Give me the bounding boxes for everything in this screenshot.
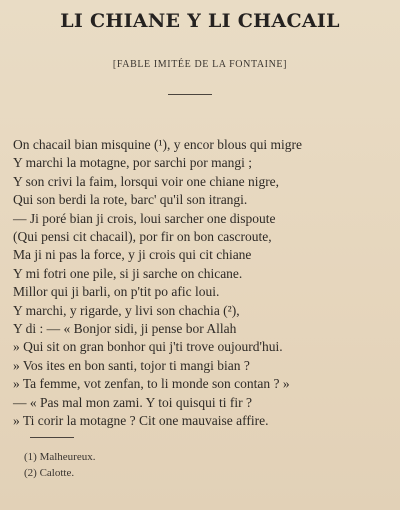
title-divider xyxy=(168,94,212,95)
poem-line: — Ji poré bian ji crois, loui sarcher one dispoute xyxy=(13,210,276,226)
poem-line: Y di : — « Bonjor sidi, ji pense bor Allah xyxy=(13,321,237,336)
poem-line: — « Pas mal mon zami. Y toi quisqui ti fir ? xyxy=(13,394,252,410)
poem-line: » Ta femme, vot zenfan, to li monde son contan ? » xyxy=(13,376,290,392)
poem-line: Qui son berdi la rote, barc' qu'il son itrangi. xyxy=(13,192,248,208)
poem-line: » Ti corir la motagne ? Cit one mauvaise affire. xyxy=(13,413,269,428)
footnote-divider xyxy=(30,437,74,438)
poem-line: (Qui pensi cit chacail), por fir on bon cascroute, xyxy=(13,229,272,244)
subtitle: [FABLE IMITÉE DE LA FONTAINE] xyxy=(112,59,288,70)
poem-line: Y marchi la motagne, por sarchi por mangi ; xyxy=(13,155,253,171)
poem-line: Y mi fotri one pile, si ji sarche on chicane. xyxy=(13,265,243,281)
poem-line: Y marchi, y rigarde, y livi son chachia (²), xyxy=(13,302,240,318)
poem-line: Millor qui ji barli, on p'tit po afic loui. xyxy=(13,284,220,300)
footnote: (1) Malheureux. xyxy=(24,451,96,463)
poem-line: » Vos ites en bon santi, tojor ti mangi bian ? xyxy=(13,357,250,373)
poem-line: » Qui sit on gran bonhor qui j'ti trove oujourd'hui. xyxy=(13,339,283,355)
poem-line: Ma ji ni pas la force, y ji crois qui cit chiane xyxy=(13,247,252,263)
poem-line: On chacail bian misquine (¹), y encor blous qui migre xyxy=(13,137,302,152)
poem-line: Y son crivi la faim, lorsqui voir one chiane nigre, xyxy=(13,173,280,189)
page-title: LI CHIANE Y LI CHACAIL xyxy=(60,10,340,32)
footnote: (2) Calotte. xyxy=(24,467,75,479)
